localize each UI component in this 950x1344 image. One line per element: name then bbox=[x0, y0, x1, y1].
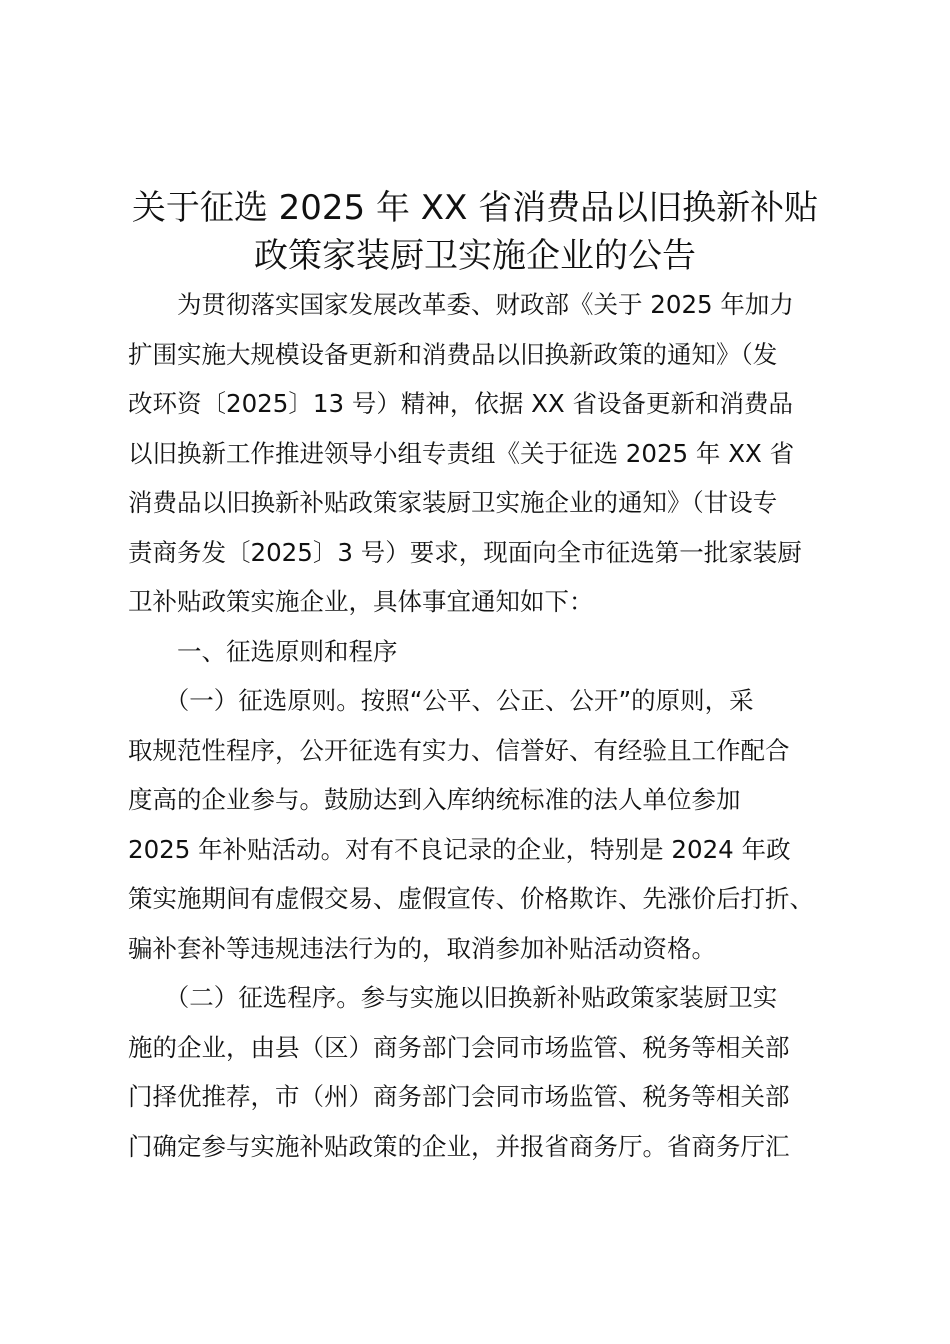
body-line: 改环资〔2025〕13 号）精神，依据 XX 省设备更新和消费品 bbox=[128, 389, 793, 418]
body-line: 2025 年补贴活动。对有不良记录的企业，特别是 2024 年政 bbox=[128, 834, 791, 864]
document-body bbox=[128, 280, 828, 1171]
body-line: 骗补套补等违规违法行为的，取消参加补贴活动资格。 bbox=[128, 933, 716, 963]
body-line: （一）征选原则。按照“公平、公正、公开”的原则，采 bbox=[128, 686, 754, 715]
document-title-line-1: 关于征选 2025 年 XX 省消费品以旧换新补贴 bbox=[131, 188, 819, 228]
body-line: 消费品以旧换新补贴政策家装厨卫实施企业的通知》（甘设专 bbox=[128, 488, 778, 517]
body-line: 以旧换新工作推进领导小组专责组《关于征选 2025 年 XX 省 bbox=[128, 438, 795, 468]
body-line: 度高的企业参与。鼓励达到入库纳统标准的法人单位参加 bbox=[128, 785, 741, 814]
body-line: 策实施期间有虚假交易、虚假宣传、价格欺诈、先涨价后打折、 bbox=[128, 884, 814, 913]
body-line: 责商务发〔2025〕3 号）要求，现面向全市征选第一批家装厨 bbox=[128, 537, 802, 567]
body-line: 施的企业，由县（区）商务部门会同市场监管、税务等相关部 bbox=[128, 1032, 790, 1062]
body-line: （二）征选程序。参与实施以旧换新补贴政策家装厨卫实 bbox=[128, 983, 778, 1012]
body-line: 卫补贴政策实施企业，具体事宜通知如下： bbox=[128, 587, 594, 616]
body-line: 为贯彻落实国家发展改革委、财政部《关于 2025 年加力 bbox=[128, 290, 794, 319]
body-line: 取规范性程序，公开征选有实力、信誉好、有经验且工作配合 bbox=[128, 735, 790, 765]
section-heading: 一、征选原则和程序 bbox=[128, 636, 398, 666]
body-line: 扩围实施大规模设备更新和消费品以旧换新政策的通知》（发 bbox=[128, 339, 778, 369]
document-title-line-2: 政策家装厨卫实施企业的公告 bbox=[254, 236, 696, 276]
body-line: 门择优推荐，市（州）商务部门会同市场监管、税务等相关部 bbox=[128, 1082, 790, 1111]
body-line: 门确定参与实施补贴政策的企业，并报省商务厅。省商务厅汇 bbox=[128, 1131, 790, 1161]
